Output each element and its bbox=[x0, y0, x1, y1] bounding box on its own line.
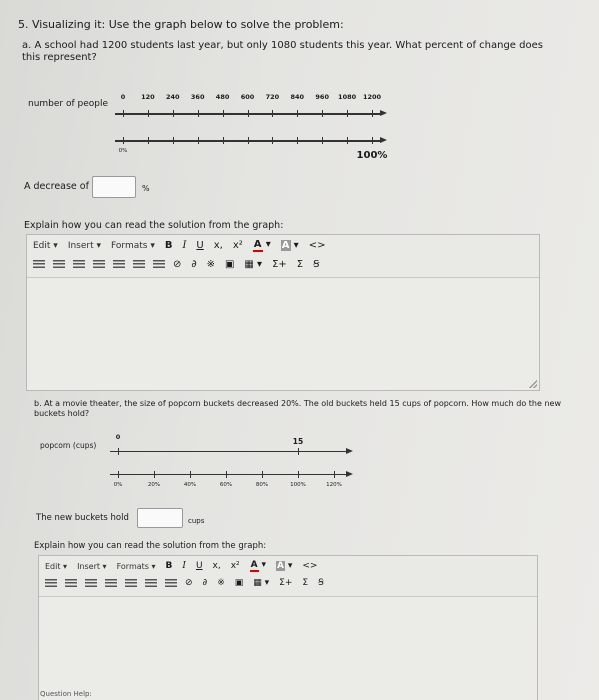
align-center-icon-b[interactable] bbox=[65, 579, 77, 588]
source-code-button-b[interactable]: <> bbox=[302, 561, 318, 571]
text-color-button[interactable]: A bbox=[253, 239, 262, 250]
tick-mark bbox=[322, 110, 323, 117]
sum-plus-button[interactable]: Σ+ bbox=[272, 259, 287, 270]
graph-a bbox=[0, 0, 599, 170]
underline-button[interactable]: U bbox=[196, 240, 204, 251]
percent-label: 20% bbox=[147, 482, 161, 488]
italic-button[interactable]: I bbox=[182, 240, 187, 251]
subscript-button[interactable]: x, bbox=[213, 240, 223, 251]
tick-label-top: 1080 bbox=[338, 93, 357, 101]
answer-b-suffix: cups bbox=[188, 517, 205, 525]
edit-menu[interactable]: Edit ▾ bbox=[33, 240, 58, 251]
tick-mark bbox=[248, 137, 249, 144]
tick-mark bbox=[198, 110, 199, 117]
arrow-right-icon bbox=[346, 448, 353, 454]
italic-button-b[interactable]: I bbox=[182, 561, 186, 571]
numbered-list-icon-b[interactable] bbox=[125, 579, 137, 588]
tick-mark bbox=[272, 110, 273, 117]
superscript-button[interactable]: x² bbox=[232, 240, 243, 251]
tick-mark bbox=[148, 137, 149, 144]
anchor-icon-b[interactable]: ∂ bbox=[202, 578, 208, 588]
tick-mark bbox=[372, 137, 373, 144]
answer-a-prefix: A decrease of bbox=[24, 181, 89, 192]
background-color-button-b[interactable]: A bbox=[277, 561, 284, 571]
tick-mark bbox=[118, 448, 119, 455]
insert-menu[interactable]: Insert ▾ bbox=[67, 240, 102, 251]
tick-mark bbox=[262, 471, 263, 478]
tick-mark bbox=[347, 137, 348, 144]
tick-mark bbox=[334, 471, 335, 478]
tick-mark bbox=[347, 110, 348, 117]
resize-handle-icon[interactable] bbox=[529, 380, 537, 388]
tick-mark bbox=[173, 137, 174, 144]
formats-menu-b[interactable]: Formats ▾ bbox=[116, 561, 156, 571]
graph-b bbox=[0, 420, 599, 500]
special-char-button-b[interactable]: Ꞩ bbox=[318, 578, 324, 588]
tick-mark bbox=[226, 471, 227, 478]
explain-a-label: Explain how you can read the solution from the graph: bbox=[24, 220, 284, 231]
numbered-list-icon[interactable] bbox=[113, 260, 125, 269]
bullet-list-icon[interactable] bbox=[93, 260, 105, 269]
align-right-icon[interactable] bbox=[73, 260, 85, 269]
align-right-icon-b[interactable] bbox=[85, 579, 97, 588]
sum-button[interactable]: Σ bbox=[296, 259, 304, 270]
tick-label-top: 720 bbox=[265, 93, 280, 101]
tick-label-top: 960 bbox=[315, 93, 329, 101]
tick-mark bbox=[272, 137, 273, 144]
editor-a-toolbar-row1: Edit ▾ Insert ▾ Formats ▾ B I U x, x² A ▾ A ▾ <> bbox=[33, 239, 326, 251]
percent-label: 100% bbox=[290, 482, 306, 488]
image-icon-b[interactable]: ▣ bbox=[234, 578, 244, 588]
question-part-a: a. A school had 1200 students last year, but only 1080 students this year. What percent of change does this represent? bbox=[22, 40, 543, 63]
percent-label: 60% bbox=[219, 482, 233, 488]
arrow-right-icon bbox=[380, 110, 387, 116]
percent-label: 40% bbox=[183, 482, 197, 488]
percent-line-bottom bbox=[110, 474, 346, 475]
tick-mark bbox=[297, 110, 298, 117]
answer-a-suffix: % bbox=[142, 184, 150, 193]
editor-b-toolbar-row2 bbox=[45, 578, 334, 588]
link-icon-b[interactable]: ⊘ bbox=[185, 578, 193, 588]
bold-button[interactable]: B bbox=[164, 240, 173, 251]
percent-label-end: 100% bbox=[356, 150, 388, 161]
tick-mark bbox=[297, 137, 298, 144]
explain-b-label: Explain how you can read the solution from the graph: bbox=[34, 541, 267, 551]
tick-label-top: 600 bbox=[240, 93, 255, 101]
editor-b-textarea[interactable] bbox=[39, 596, 537, 700]
tick-mark bbox=[123, 137, 124, 144]
editor-b-toolbar-row1: Edit ▾ Insert ▾ Formats ▾ B I U x, x² A ▾ A ▾ <> bbox=[45, 560, 318, 571]
question-help-label: Question Help: bbox=[40, 690, 92, 698]
percent-label: 0% bbox=[113, 482, 123, 488]
image-icon[interactable]: ▣ bbox=[224, 259, 235, 270]
sum-plus-button-b[interactable]: Σ+ bbox=[279, 578, 293, 588]
indent-icon[interactable] bbox=[153, 260, 165, 269]
align-left-icon[interactable] bbox=[33, 260, 45, 269]
percent-label: 120% bbox=[326, 482, 342, 488]
tick-mark bbox=[322, 137, 323, 144]
tick-mark bbox=[298, 448, 299, 455]
tick-label-top: 120 bbox=[141, 93, 155, 101]
tick-mark bbox=[298, 471, 299, 478]
answer-b-input[interactable] bbox=[137, 508, 183, 528]
align-left-icon-b[interactable] bbox=[45, 579, 57, 588]
graph-a-label: number of people bbox=[28, 99, 109, 109]
question-title: 5. Visualizing it: Use the graph below to solve the problem: bbox=[18, 18, 344, 31]
table-icon-b[interactable]: ▦ ▾ bbox=[253, 578, 270, 588]
tick-label-top: 480 bbox=[215, 93, 230, 101]
background-color-button[interactable]: A bbox=[281, 240, 290, 251]
editor-a-textarea[interactable] bbox=[27, 277, 539, 390]
bullet-list-icon-b[interactable] bbox=[105, 579, 117, 588]
underline-button-b[interactable]: U bbox=[195, 561, 203, 571]
arrow-right-icon bbox=[346, 471, 353, 477]
text-color-button-b[interactable]: A bbox=[250, 560, 258, 570]
tick-label-top: 360 bbox=[190, 93, 205, 101]
answer-b-prefix: The new buckets hold bbox=[36, 513, 129, 523]
special-char-button[interactable]: Ꞩ bbox=[313, 259, 320, 270]
source-code-button[interactable]: <> bbox=[308, 240, 326, 251]
indent-icon-b[interactable] bbox=[165, 579, 177, 588]
formats-menu[interactable]: Formats ▾ bbox=[111, 240, 155, 251]
tick-label-top: 240 bbox=[166, 93, 180, 101]
bold-button-b[interactable]: B bbox=[165, 561, 173, 571]
question-part-b: b. At a movie theater, the size of popcorn buckets decreased 20%. The old buckets held 15 cups of popcorn. How much do the new buckets hold? bbox=[34, 399, 561, 418]
outdent-icon-b[interactable] bbox=[145, 579, 157, 588]
tick-mark bbox=[223, 110, 224, 117]
outdent-icon[interactable] bbox=[133, 260, 145, 269]
link-icon[interactable]: ⊘ bbox=[173, 259, 182, 270]
editor-a-toolbar-row2 bbox=[33, 259, 329, 270]
insert-menu-b[interactable]: Insert ▾ bbox=[77, 561, 107, 571]
tick-label-top: 840 bbox=[290, 93, 305, 101]
arrow-right-icon bbox=[380, 137, 387, 143]
tick-mark bbox=[248, 110, 249, 117]
edit-menu-b[interactable]: Edit ▾ bbox=[45, 561, 68, 571]
tick-mark bbox=[123, 110, 124, 117]
percent-label: 80% bbox=[255, 482, 269, 488]
unlink-icon[interactable]: ※ bbox=[206, 259, 215, 270]
number-line-top bbox=[110, 451, 346, 452]
tick-mark bbox=[148, 110, 149, 117]
subscript-button-b[interactable]: x, bbox=[212, 561, 221, 571]
tick-mark bbox=[198, 137, 199, 144]
rich-text-editor-a bbox=[26, 234, 540, 391]
answer-a-input[interactable] bbox=[92, 176, 136, 198]
tick-mark bbox=[372, 110, 373, 117]
anchor-icon[interactable]: ∂ bbox=[191, 259, 197, 270]
tick-label-top: 1200 bbox=[362, 93, 382, 101]
tick-mark bbox=[154, 471, 155, 478]
unlink-icon-b[interactable]: ※ bbox=[217, 578, 225, 588]
superscript-button-b[interactable]: x² bbox=[230, 561, 240, 571]
tick-mark bbox=[223, 137, 224, 144]
rich-text-editor-b bbox=[38, 555, 538, 700]
percent-label-start: 0% bbox=[118, 148, 128, 154]
tick-mark bbox=[173, 110, 174, 117]
tick-mark bbox=[118, 471, 119, 478]
tick-label-zero: 0 bbox=[115, 433, 121, 441]
graph-b-label: popcorn (cups) bbox=[40, 441, 97, 450]
tick-label-fifteen: 15 bbox=[292, 437, 304, 446]
tick-label-top: 0 bbox=[120, 93, 126, 101]
align-center-icon[interactable] bbox=[53, 260, 65, 269]
table-icon[interactable]: ▦ ▾ bbox=[244, 259, 263, 270]
tick-mark bbox=[190, 471, 191, 478]
sum-button-b[interactable]: Σ bbox=[302, 578, 309, 588]
